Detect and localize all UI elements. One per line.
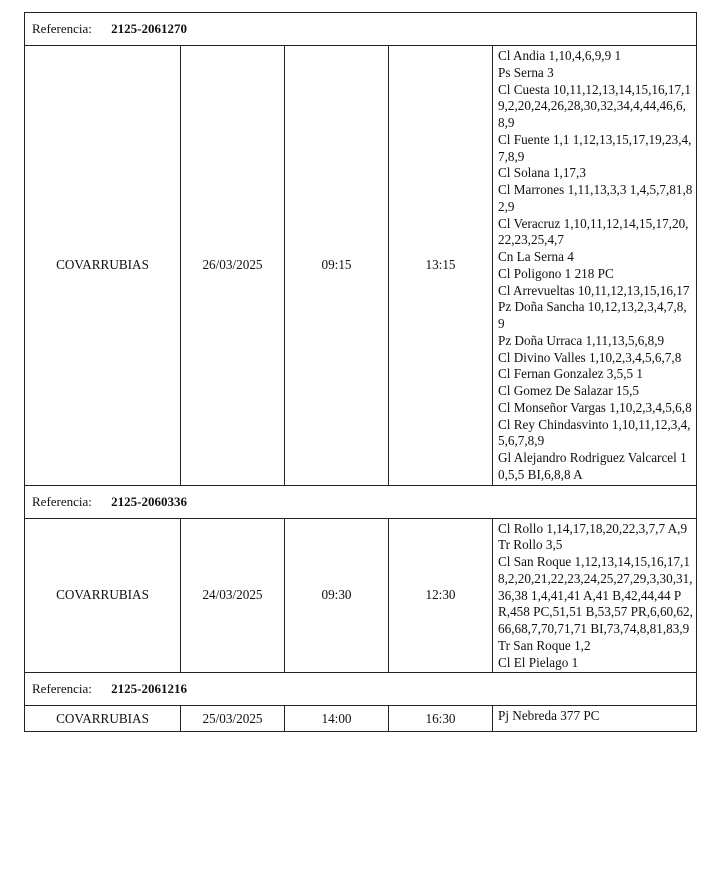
reference-row (25, 13, 697, 46)
street-entry: Cl Arrevueltas 10,11,12,13,15,16,17 (498, 282, 690, 298)
street-entry: Cl Monseñor Vargas 1,10,2,3,4,5,6,8 (498, 399, 692, 415)
street-entry: Cl San Roque 1,12,13,14,15,16,17,18,2,20,21,22,23,24,25,27,29,3,30,31,36,38 1,4,41,41 A,41 B,42,44,44 PR,458 PC,51,51 B,53,57 PR,6,60,62,66,68,7,70,71,71 BI,73,74,8,81,83,9 (498, 554, 693, 636)
street-entry: Cl Solana 1,17,3 (498, 165, 586, 181)
date-cell: 24/03/2025 (181, 518, 285, 673)
street-entry: Tr San Roque 1,2 (498, 637, 591, 653)
street-entry: Ps Serna 3 (498, 64, 554, 80)
reference-cell (25, 485, 697, 518)
street-entry: Cl Veracruz 1,10,11,12,14,15,17,20,22,23,25,4,7 (498, 215, 689, 248)
street-entry: Cl Rollo 1,14,17,18,20,22,3,7,7 A,9 (498, 520, 688, 536)
street-entry: Cl Fuente 1,1 1,12,13,15,17,19,23,4,7,8,9 (498, 131, 692, 164)
end-time-cell: 12:30 (389, 518, 493, 673)
streets-cell (493, 518, 697, 673)
end-time-cell: 16:30 (389, 706, 493, 732)
reference-number: 2125-2060336 (111, 493, 187, 509)
start-time-cell: 09:30 (285, 518, 389, 673)
street-entry: Pz Doña Sancha 10,12,13,2,3,4,7,8,9 (498, 299, 687, 331)
street-entry: Cl Rey Chindasvinto 1,10,11,12,3,4,5,6,7,8,9 (498, 416, 691, 449)
street-entry: Cl Andia 1,10,4,6,9,9 1 (498, 48, 622, 63)
street-entry: Tr Rollo 3,5 (498, 537, 563, 553)
date-cell: 26/03/2025 (181, 46, 285, 486)
street-entry: Cn La Serna 4 (498, 249, 574, 264)
schedule-row (25, 46, 697, 486)
street-entry: Cl Poligono 1 218 PC (498, 265, 614, 281)
date-cell: 25/03/2025 (181, 706, 285, 732)
street-entry: Pj Nebreda 377 PC (498, 708, 600, 724)
outage-schedule-sheet (24, 12, 696, 732)
street-entry: Cl Marrones 1,11,13,3,3 1,4,5,7,81,8 2,9 (498, 182, 693, 214)
schedule-row (25, 518, 697, 673)
outage-schedule-table (24, 12, 697, 732)
reference-label: Referencia: (32, 21, 92, 36)
locality-cell: COVARRUBIAS (25, 46, 181, 486)
reference-label: Referencia: (32, 493, 92, 509)
street-entry: Cl Fernan Gonzalez 3,5,5 1 (498, 366, 644, 382)
streets-cell (493, 46, 697, 486)
reference-number: 2125-2061216 (111, 681, 187, 697)
start-time-cell: 09:15 (285, 46, 389, 486)
reference-label: Referencia: (32, 681, 92, 697)
street-entry: Cl Cuesta 10,11,12,13,14,15,16,17,19,2,20,24,26,28,30,32,34,4,44,46,6,8,9 (498, 81, 691, 130)
schedule-row (25, 706, 697, 732)
street-entry: Gl Alejandro Rodriguez Valcarcel 10,5,5 BI,6,8,8 A (498, 450, 687, 482)
reference-cell (25, 13, 697, 46)
reference-number: 2125-2061270 (111, 21, 187, 36)
locality-cell: COVARRUBIAS (25, 706, 181, 732)
locality-cell: COVARRUBIAS (25, 518, 181, 673)
reference-cell (25, 673, 697, 706)
start-time-cell: 14:00 (285, 706, 389, 732)
reference-row (25, 673, 697, 706)
end-time-cell: 13:15 (389, 46, 493, 486)
street-entry: Cl Divino Valles 1,10,2,3,4,5,6,7,8 (498, 349, 682, 365)
streets-cell (493, 706, 697, 732)
reference-row (25, 485, 697, 518)
street-entry: Pz Doña Urraca 1,11,13,5,6,8,9 (498, 332, 665, 348)
street-entry: Cl Gomez De Salazar 15,5 (498, 383, 639, 398)
street-entry: Cl El Pielago 1 (498, 654, 579, 670)
